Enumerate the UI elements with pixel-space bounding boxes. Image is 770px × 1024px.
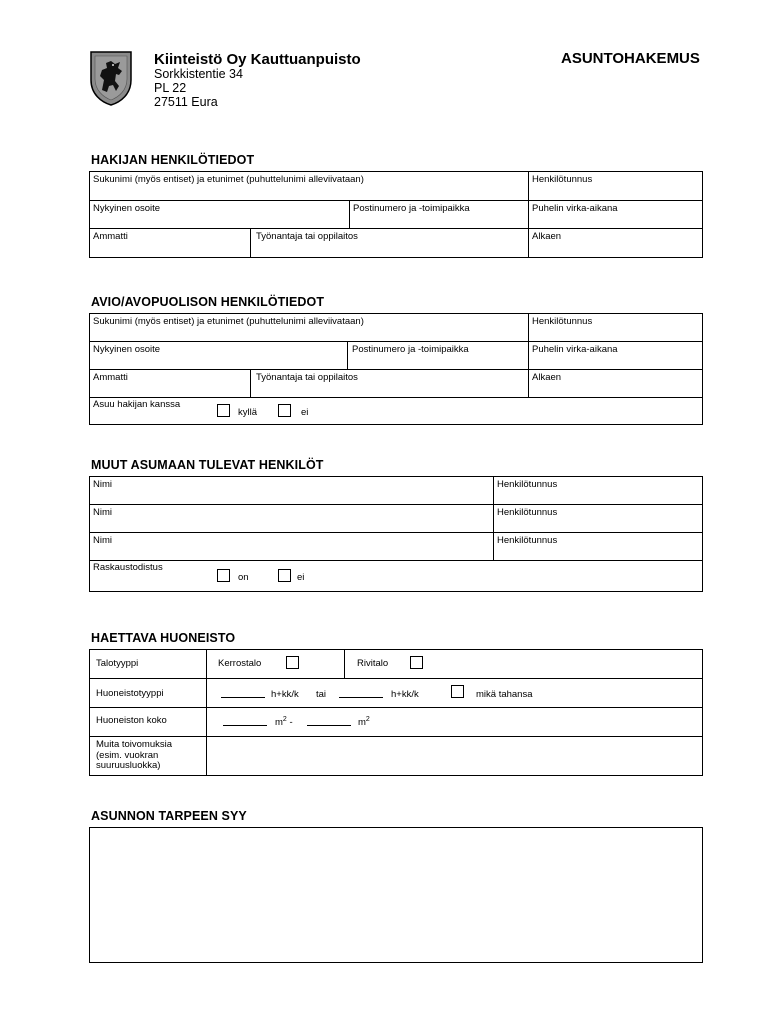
other-person-3-ssn-field[interactable]: Henkilötunnus: [497, 535, 558, 546]
spouse-postal-field[interactable]: Postinumero ja -toimipaikka: [352, 344, 469, 355]
address-po-box: PL 22: [154, 81, 187, 95]
size-unit-1: $m^2$ -: [275, 716, 293, 729]
apartment-building-checkbox[interactable]: [286, 656, 299, 669]
size-max-input[interactable]: [307, 725, 351, 726]
reason-section-title: ASUNNON TARPEEN SYY: [91, 809, 247, 823]
applicant-postal-field[interactable]: Postinumero ja -toimipaikka: [353, 203, 470, 214]
pregnancy-yes-label: on: [238, 572, 249, 583]
lives-with-no-label: ei: [301, 407, 309, 418]
apartment-type-label: Huoneistotyyppi: [96, 688, 164, 699]
reason-text-area[interactable]: [89, 827, 703, 963]
pregnancy-no-label: ei: [297, 572, 305, 583]
lives-with-yes-checkbox[interactable]: [217, 404, 230, 417]
hkk-unit-2: h+kk/k: [391, 689, 419, 700]
applicant-ssn-field[interactable]: Henkilötunnus: [532, 174, 593, 185]
organization-name: Kiinteistö Oy Kauttuanpuisto: [154, 51, 361, 68]
other-person-3-name-field[interactable]: Nimi: [93, 535, 112, 546]
spouse-phone-field[interactable]: Puhelin virka-aikana: [532, 344, 618, 355]
applicant-since-field[interactable]: Alkaen: [532, 231, 562, 242]
document-title: ASUNTOHAKEMUS: [561, 50, 700, 67]
other-person-1-name-field[interactable]: Nimi: [93, 479, 112, 490]
others-table: [89, 476, 703, 592]
applicant-name-field[interactable]: Sukunimi (myös entiset) ja etunimet (puhuttelunimi alleviivataan): [93, 174, 364, 185]
coat-of-arms-icon: [89, 50, 133, 106]
other-person-2-name-field[interactable]: Nimi: [93, 507, 112, 518]
applicant-address-field[interactable]: Nykyinen osoite: [93, 203, 161, 214]
hkk-unit-1: h+kk/k: [271, 689, 299, 700]
address-street: Sorkkistentie 34: [154, 67, 243, 81]
spouse-ssn-field[interactable]: Henkilötunnus: [532, 316, 593, 327]
other-wishes-label: Muita toivomuksia (esim. vuokran suuruusluokka): [96, 739, 173, 771]
spouse-employer-field[interactable]: Työnantaja tai oppilaitos: [256, 372, 358, 383]
any-type-label: mikä tahansa: [476, 689, 533, 700]
size-unit-2: $m^2$: [358, 716, 370, 729]
address-postal: 27511 Eura: [154, 95, 218, 109]
applicant-phone-field[interactable]: Puhelin virka-aikana: [532, 203, 618, 214]
or-label: tai: [316, 689, 327, 700]
row-house-checkbox[interactable]: [410, 656, 423, 669]
spouse-since-field[interactable]: Alkaen: [532, 372, 562, 383]
applicant-occupation-field[interactable]: Ammatti: [93, 231, 128, 242]
others-section-title: MUUT ASUMAAN TULEVAT HENKILÖT: [91, 458, 324, 472]
apartment-size-label: Huoneiston koko: [96, 715, 167, 726]
applicant-section-title: HAKIJAN HENKILÖTIEDOT: [91, 153, 255, 167]
other-wishes-field[interactable]: [208, 738, 701, 774]
other-person-1-ssn-field[interactable]: Henkilötunnus: [497, 479, 558, 490]
pregnancy-no-checkbox[interactable]: [278, 569, 291, 582]
spouse-name-field[interactable]: Sukunimi (myös entiset) ja etunimet (puhuttelunimi alleviivataan): [93, 316, 364, 327]
rooms-min-input[interactable]: [221, 697, 265, 698]
row-house-label: Rivitalo: [357, 658, 389, 669]
lives-with-no-checkbox[interactable]: [278, 404, 291, 417]
lives-with-applicant-label: Asuu hakijan kanssa: [93, 399, 181, 410]
size-min-input[interactable]: [223, 725, 267, 726]
any-type-checkbox[interactable]: [451, 685, 464, 698]
house-type-label: Talotyyppi: [96, 658, 139, 669]
rooms-alt-input[interactable]: [339, 697, 383, 698]
other-person-2-ssn-field[interactable]: Henkilötunnus: [497, 507, 558, 518]
lives-with-yes-label: kyllä: [238, 407, 258, 418]
spouse-section-title: AVIO/AVOPUOLISON HENKILÖTIEDOT: [91, 295, 325, 309]
apartment-building-label: Kerrostalo: [218, 658, 262, 669]
spouse-occupation-field[interactable]: Ammatti: [93, 372, 128, 383]
pregnancy-yes-checkbox[interactable]: [217, 569, 230, 582]
apartment-section-title: HAETTAVA HUONEISTO: [91, 631, 236, 645]
applicant-employer-field[interactable]: Työnantaja tai oppilaitos: [256, 231, 358, 242]
spouse-address-field[interactable]: Nykyinen osoite: [93, 344, 161, 355]
pregnancy-certificate-label: Raskaustodistus: [93, 562, 163, 573]
